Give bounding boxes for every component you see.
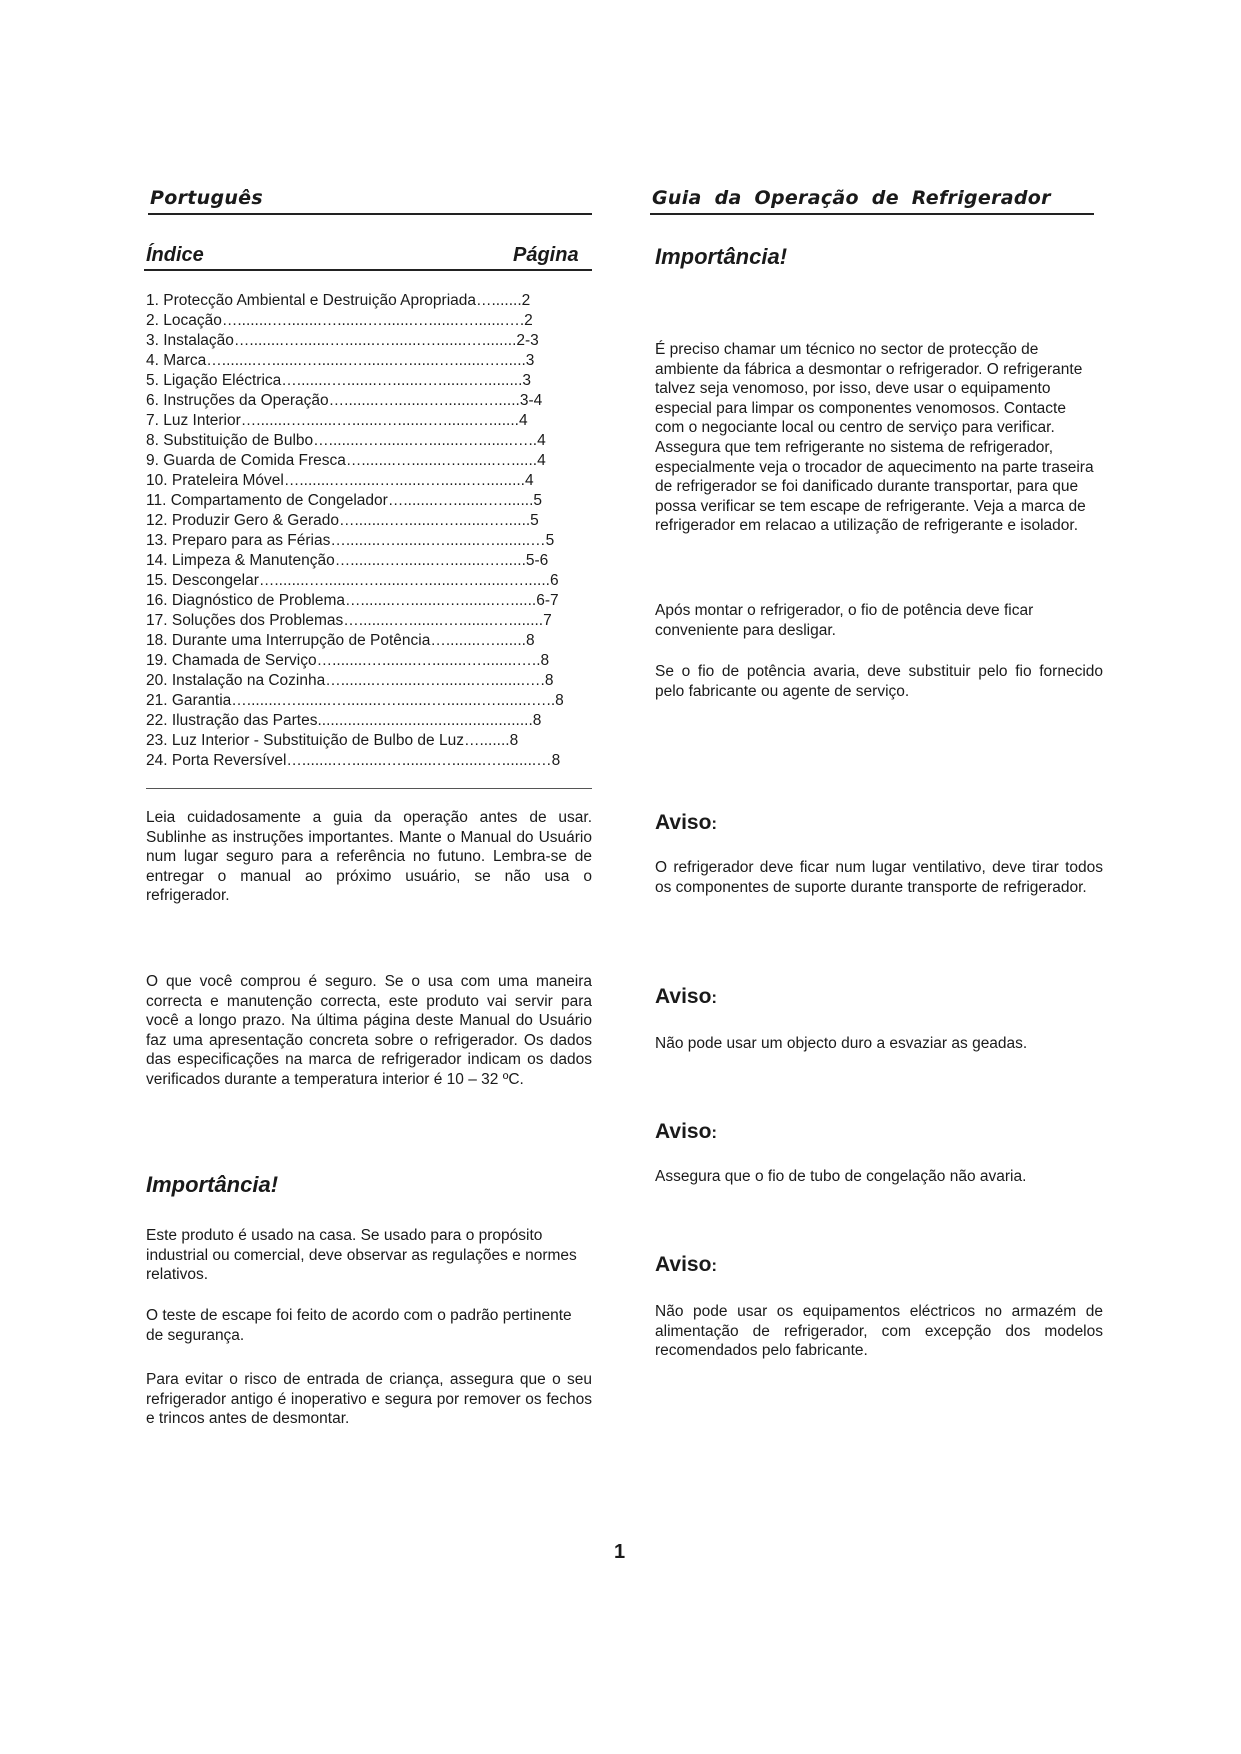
paragraph-product-safety: O que você comprou é seguro. Se o usa com uma maneira correcta e manutenção correcta, este produto vai servir para você a longo prazo. Na última página deste Manual do Usuário faz uma apresentação concreta sobre o refrigerador. Os dados das especificações na marca de refrigerador indicam os dados verificados durante a temperatura interior é 10 – 32 ºC.	[146, 973, 592, 1088]
section-language-title: Português	[150, 187, 263, 209]
warning-text-electrical-equipment: Não pode usar os equipamentos eléctricos no armazém de alimentação de refrigerador, com excepção dos modelos recomendados pelo fabricante.	[655, 1303, 1103, 1360]
toc-item-7[interactable]: 7. Luz Interior…........….......….......….......….......….......4	[146, 412, 528, 429]
toc-item-12[interactable]: 12. Produzir Gero & Gerado…........…........…........…......5	[146, 512, 539, 529]
toc-item-6[interactable]: 6. Instruções da Operação…........…........…........…......3-4	[146, 392, 543, 409]
toc-item-2[interactable]: 2. Locação…........…........….......….......….......….......….2	[146, 312, 533, 329]
toc-item-10[interactable]: 10. Prateleira Móvel…........….......….......….......….........4	[146, 472, 534, 489]
toc-item-20[interactable]: 20. Instalação na Cozinha…........…........…........…........….8	[146, 672, 554, 689]
toc-item-3[interactable]: 3. Instalação…........….......….......….......….......…........2-3	[146, 332, 539, 349]
toc-item-22[interactable]: 22. Ilustração das Partes..................................................8	[146, 712, 542, 729]
header-rule-right	[650, 213, 1094, 215]
toc-item-17[interactable]: 17. Soluções dos Problemas…........…........…........…........7	[146, 612, 552, 629]
warning-heading-4: Aviso:	[655, 1253, 718, 1276]
toc-page-heading: Página	[513, 244, 579, 266]
table-of-contents	[146, 291, 564, 771]
toc-heading: Índice	[146, 244, 204, 266]
paragraph-power-plug: Após montar o refrigerador, o fio de potência deve ficar conveniente para desligar.	[655, 602, 1034, 639]
toc-item-19[interactable]: 19. Chamada de Serviço…........…........…........…........…..8	[146, 652, 550, 669]
paragraph-child-safety: Para evitar o risco de entrada de criança, assegura que o seu refrigerador antigo é inoperativo e segura por remover os fechos e trincos antes de desmontar.	[146, 1371, 592, 1428]
toc-item-21[interactable]: 21. Garantia…........…........…........…........…........…........…..8	[146, 692, 564, 709]
warning-heading-3: Aviso:	[655, 1120, 718, 1143]
paragraph-household-use: Este produto é usado na casa. Se usado para o propósito industrial ou comercial, deve observar as regulações e normes relativos.	[146, 1227, 577, 1284]
toc-heading-rule	[144, 269, 592, 271]
toc-item-5[interactable]: 5. Ligação Eléctrica…........….......….......….......….........3	[146, 372, 532, 389]
paragraph-read-manual: Leia cuidadosamente a guia da operação antes de usar. Sublinhe as instruções importantes. Mante o Manual do Usuário num lugar seguro para a referência no futuno. Lembra-se de entregar o manual ao próximo usuário, se não usa o refrigerador.	[146, 809, 592, 905]
paragraph-leak-test: O teste de escape foi feito de acordo com o padrão pertinente de segurança.	[146, 1307, 572, 1344]
toc-bottom-rule	[146, 788, 592, 789]
toc-item-18[interactable]: 18. Durante uma Interrupção de Potência…........….......8	[146, 632, 535, 649]
toc-item-14[interactable]: 14. Limpeza & Manutenção…........…........…........…......5-6	[146, 552, 549, 569]
paragraph-power-cord: Se o fio de potência avaria, deve substituir pelo fio fornecido pelo fabricante ou agente de serviço.	[655, 663, 1103, 700]
toc-item-8[interactable]: 8. Substituição de Bulbo…........…........…........…........…..4	[146, 432, 546, 449]
toc-item-16[interactable]: 16. Diagnóstico de Problema…........…........…........…......6-7	[146, 592, 559, 609]
toc-item-15[interactable]: 15. Descongelar…........…........…........…........…........…......6	[146, 572, 559, 589]
importance-heading-left: Importância!	[146, 1172, 279, 1197]
toc-item-23[interactable]: 23. Luz Interior - Substituição de Bulbo de Luz….......8	[146, 732, 519, 749]
toc-item-11[interactable]: 11. Compartamento de Congelador…........…........….......5	[146, 492, 542, 509]
warning-heading-2: Aviso:	[655, 985, 718, 1008]
toc-item-24[interactable]: 24. Porta Reversível…........…........…........…........…........…8	[146, 752, 561, 769]
warning-text-ventilation: O refrigerador deve ficar num lugar ventilativo, deve tirar todos os componentes de suporte durante transporte de refrigerador.	[655, 859, 1103, 896]
importance-heading-right: Importância!	[655, 244, 788, 269]
toc-item-1[interactable]: 1. Protecção Ambiental e Destruição Apropriada….......2	[146, 292, 531, 309]
paragraph-technician: É preciso chamar um técnico no sector de protecção de ambiente da fábrica a desmontar o refrigerador. O refrigerante talvez seja venomoso, por isso, deve usar o equipamento especial para limpar os componentes venomosos. Contacte com o negociante local ou centro de serviço para verificar. Assegura que tem refrigerante no sistema de refrigerador, especialmente veja o trocador de aquecimento na parte traseira de refrigerador se foi danificado durante transportar, para que possa verificar se tem escape de refrigerante. Veja a marca de refrigerador em relacao a utilização de refrigerante e isolador.	[655, 341, 1094, 535]
page-number: 1	[614, 1541, 626, 1563]
header-rule-left	[148, 213, 592, 215]
document-title: Guia da Operação de Refrigerador	[652, 187, 1051, 209]
warning-heading-1: Aviso:	[655, 811, 718, 834]
warning-text-freezer-tube: Assegura que o fio de tubo de congelação não avaria.	[655, 1168, 1027, 1185]
toc-item-13[interactable]: 13. Preparo para as Férias…........…........…........…........…5	[146, 532, 555, 549]
toc-item-4[interactable]: 4. Marca…........….......….......….......….......….......…......3	[146, 352, 535, 369]
toc-item-9[interactable]: 9. Guarda de Comida Fresca…........…........…........…......4	[146, 452, 546, 469]
warning-text-defrost: Não pode usar um objecto duro a esvaziar as geadas.	[655, 1035, 1028, 1052]
